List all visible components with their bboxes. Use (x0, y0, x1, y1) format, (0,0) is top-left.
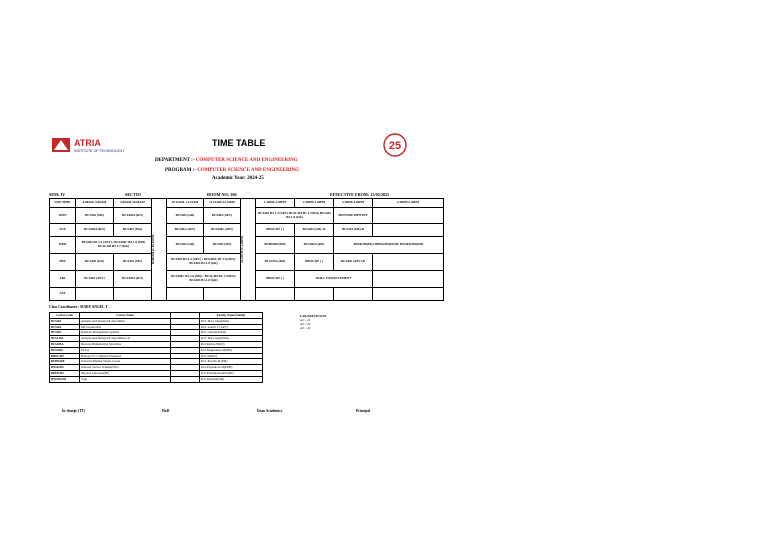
faculty-name: Prof.Meghashree M(MN) (200, 347, 263, 353)
slot-cell (373, 254, 444, 271)
lab-batch-item: A2 = 22 (300, 322, 311, 326)
slot-cell: SKILL ENHANCEMENT (295, 271, 373, 288)
timetable (49, 198, 444, 301)
signature-hod: HoD (162, 409, 170, 413)
institute-logo (50, 132, 145, 158)
semester: SEM: IV (49, 192, 66, 197)
slot-cell: BUH€408 (PM) (256, 237, 295, 254)
faculty-name: Prof.Ramya N(RN) (200, 341, 263, 347)
subject-name: Microcontrollers (80, 324, 171, 330)
subject-name: National Service Scheme(NSS) (80, 365, 171, 371)
day-cell: THU (50, 254, 76, 271)
subject-name: Analysis And Design Of Algorithms (80, 318, 171, 324)
slot-cell: BCS402 (APV) (204, 208, 241, 224)
lab-slot-cell: BCS402 B3-1.4 (APV) / BCS456C B1-1.6 (MN)/ BCS403 B2-1.8 (GR) (167, 254, 241, 271)
slot-cell: BCS401 (MS) (204, 237, 241, 254)
department-line: DEPARTMENT :- COMPUTER SCIENCE AND ENGINEERING (155, 158, 298, 163)
header-cell: Course Name (80, 313, 171, 319)
slot-cell (373, 208, 444, 224)
subject-code: BCS405A (50, 341, 80, 347)
slot-cell: BCS405A (RN) (295, 237, 334, 254)
slot-cell (167, 288, 204, 301)
day-cell: WED (50, 237, 76, 254)
day-cell: FRI (50, 271, 76, 288)
slot-cell: BBOC407 ( ) (256, 271, 295, 288)
header-cell: DAY/TIME (50, 199, 76, 208)
slot-cell: BBOC407 ( ) (295, 254, 334, 271)
slot-cell: BCS401 (MS) (76, 208, 114, 224)
faculty-name: Prof. Gautam R(GR) (200, 330, 263, 336)
slot-cell (373, 288, 444, 301)
header-cell: 10.15AM- 11.15AM (167, 199, 204, 208)
signature-dean: Dean Academics (257, 409, 283, 413)
subject-name: Analysis And Design Of Algorithms Lab (80, 336, 171, 342)
room-number: ROOM NO: 306 (207, 192, 237, 197)
faculty-name: Prof. Mary Angel(MA) (200, 318, 263, 324)
header-cell: 9.00AM-10.00AM (114, 199, 152, 208)
faculty-name: Prof. Mary Angel(MA) (200, 336, 263, 342)
blank-cell (171, 376, 200, 382)
slot-cell: BCS405A (RN) (114, 271, 152, 288)
lab-slot-cell: BCS402 B3-1.4 (APV) BCSL404 B1-1.7(MA) BCS403 B3-1.8 (GR) (256, 208, 334, 224)
lab-batch-item: A3 = 22 (300, 326, 311, 330)
slot-cell: MENTOR-MENTEE (334, 208, 373, 224)
subject-code: BNSK459 (50, 365, 80, 371)
subject-code: BCS401 (50, 318, 80, 324)
lab-batch-item: A1 = 21 (300, 318, 311, 322)
academic-year: Academic Year: 2024-25 (212, 176, 264, 181)
signature-incharge: In-charge (TT) (62, 409, 86, 413)
subject-code: BUHK408 (50, 359, 80, 365)
effective-date: EFFECTIVE FROM: 12/02/2025 (330, 192, 390, 197)
slot-cell: BCS403 (GR) (76, 254, 114, 271)
subject-row (50, 376, 263, 382)
slot-cell (334, 288, 373, 301)
header-cell: 4.30PM-5.30PM (373, 199, 444, 208)
slot-cell: BCS405A (RN) (114, 208, 152, 224)
faculty-name: Prof.Priyanka K M(PKM) (200, 365, 263, 371)
slot-cell (256, 288, 295, 301)
subject-code: BPEK459 (50, 370, 80, 376)
page-title: TIME TABLE (212, 138, 266, 148)
slot-cell: BCS401 (MS) (114, 254, 152, 271)
header-cell: 3.30PM-4.30PM (334, 199, 373, 208)
subject-name: UI/UX (80, 347, 171, 353)
signature-principal: Principal (356, 409, 371, 413)
subject-name: Universal Human Values Course (80, 359, 171, 365)
slot-cell (373, 224, 444, 237)
faculty-name: Prof.Priyanka Kamble(PK) (200, 370, 263, 376)
slot-cell: BCS403 (GR)- B (295, 224, 334, 237)
program-line: PROGRAM :- COMPUTER SCIENCE AND ENGINEERING (165, 168, 300, 173)
svg-text:ATRIA: ATRIA (74, 138, 101, 148)
subject-code: BBOC407 (50, 353, 80, 359)
slot-cell: BCS456C (MN) (204, 224, 241, 237)
header-cell: 2.30PM-3.30PM (295, 199, 334, 208)
svg-text:INSTITUTE OF TECHNOLOGY: INSTITUTE OF TECHNOLOGY (74, 149, 125, 153)
faculty-name: Prof. Preethy M (PM) (200, 359, 263, 365)
slot-cell: BCS402 (APV) (76, 271, 114, 288)
slot-cell (295, 288, 334, 301)
lab-slot-cell: BCS402 B3-1.4 (APV) / BCS456C B2-1.6 (MN) BCSL404 B3-1.7 (MA) (76, 237, 152, 254)
faculty-name: Prof. Asha P V (APV) (200, 324, 263, 330)
subject-name: Biology For Computer Engineers (80, 353, 171, 359)
anniversary-badge (380, 132, 410, 158)
day-cell: TUE (50, 224, 76, 237)
slot-cell (373, 271, 444, 288)
subject-code: BCSL404 (50, 336, 80, 342)
faculty-name: Prof.Niranjan(NM) (200, 376, 263, 382)
day-cell: MON (50, 208, 76, 224)
slot-cell (76, 288, 114, 301)
lunch-column: 12.15PM to 1.30PM (241, 199, 256, 301)
slot-cell: BCS403 (GR) (167, 237, 204, 254)
subject-code: BYOFK459 (50, 376, 80, 382)
svg-text:25: 25 (388, 140, 402, 152)
slot-cell: BBOC407 ( ) (256, 224, 295, 237)
tea-break-column: 10.00AM to 10.15AM (152, 199, 167, 301)
slot-cell (114, 288, 152, 301)
slot-cell: BCS405A (RN) (76, 224, 114, 237)
header-cell: Faculty Name (Initial) (200, 313, 263, 319)
slot-cell: BCS402 (APV) (167, 224, 204, 237)
slot-cell: BCS403 (MA) (114, 224, 152, 237)
header-cell: 11.15AM-12.15PM (204, 199, 241, 208)
subject-faculty-table (49, 312, 263, 383)
subject-name: Physical education(PE) (80, 370, 171, 376)
subject-name: Discrete Mathematical Structures (80, 341, 171, 347)
subject-code: BCS403 (50, 330, 80, 336)
day-cell: SAT (50, 288, 76, 301)
slot-cell (204, 288, 241, 301)
slot-cell: BCS401 (MS)-B (334, 224, 373, 237)
subject-name: Yoga (80, 376, 171, 382)
slot-cell: BCS403 (GR) (167, 208, 204, 224)
header-cell: 1.30PM-2.30PM (256, 199, 295, 208)
subject-name: Database Management Systems (80, 330, 171, 336)
header-cell: 8.00AM- 9.00AM (76, 199, 114, 208)
section: SECTIO (125, 192, 141, 197)
slot-cell: BCS415A (RN) (256, 254, 295, 271)
class-coordinator: Class Coordinator : MARY ANGEL T (49, 305, 108, 309)
lab-slot-cell: BCS456C B3-1.6 (MN) / BCSL404 B2-1.7(MA)/ BCS403 B1-1.8 (GR) (167, 271, 241, 288)
faculty-name: Prof.Abhinay (200, 353, 263, 359)
lab-batch-size (300, 314, 327, 330)
header-cell: Course Code (50, 313, 80, 319)
subject-code: BCS456C (50, 347, 80, 353)
table-header-row (50, 199, 444, 208)
lab-batch-title: LAB BATCH SIZE (300, 314, 327, 318)
subject-code: BCS402 (50, 324, 80, 330)
elective-slot-cell: BNSK459(PK)/ BPEK459(PUM)/ BYOFK459(NM) (334, 237, 444, 254)
slot-cell: BCS402 (APV)-B (334, 254, 373, 271)
